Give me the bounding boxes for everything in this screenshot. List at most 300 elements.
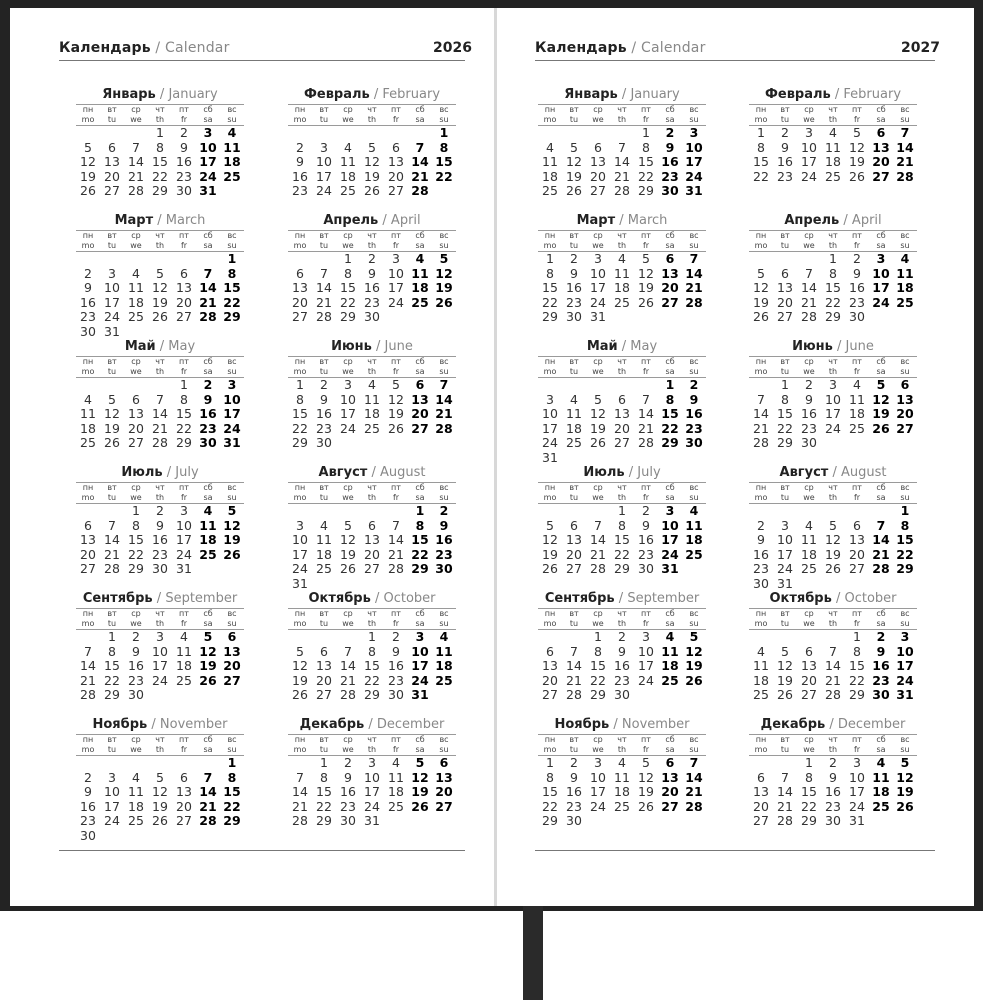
day-cell: 20 bbox=[364, 546, 380, 562]
day-cell: 10 bbox=[801, 139, 817, 155]
weekday-label-en: tu bbox=[780, 115, 790, 124]
month-title: Июнь / June bbox=[331, 339, 413, 354]
month-name-ru: Июнь bbox=[792, 339, 833, 354]
day-cell: 12 bbox=[777, 658, 793, 673]
day-cell: 22 bbox=[223, 294, 241, 310]
day-cell: 13 bbox=[849, 532, 865, 547]
day-cell: 23 bbox=[638, 546, 654, 562]
day-cell: 16 bbox=[80, 294, 96, 310]
day-cell: 26 bbox=[590, 435, 606, 450]
day-cell: 5 bbox=[415, 755, 425, 770]
month-name-ru: Октябрь bbox=[308, 591, 371, 606]
day-cell: 21 bbox=[825, 672, 841, 688]
day-cell: 1 bbox=[439, 125, 449, 140]
day-cell: 11 bbox=[388, 769, 404, 785]
weekday-label-en: su bbox=[439, 115, 449, 124]
day-cell: 18 bbox=[128, 798, 144, 814]
month-name-en: August bbox=[840, 465, 887, 480]
day-cell: 20 bbox=[316, 672, 332, 688]
weekday-label-ru: вт bbox=[780, 105, 790, 114]
day-cell: 20 bbox=[849, 546, 865, 562]
month-title: Апрель / April bbox=[784, 213, 882, 228]
weekday-header bbox=[749, 104, 917, 126]
day-cell: 16 bbox=[316, 406, 332, 421]
weekday-label-ru: сб bbox=[415, 231, 425, 240]
day-cell: 19 bbox=[849, 154, 865, 169]
day-cell: 4 bbox=[618, 251, 626, 266]
day-cell: 21 bbox=[199, 294, 217, 310]
day-cell: 28 bbox=[80, 687, 96, 702]
day-cell: 25 bbox=[411, 294, 429, 310]
weekday-label-ru: сб bbox=[665, 609, 675, 618]
day-cell: 7 bbox=[876, 517, 886, 533]
day-cell: 2 bbox=[570, 755, 578, 770]
day-cell: 16 bbox=[661, 154, 679, 169]
weekday-header bbox=[288, 356, 456, 378]
day-cell: 9 bbox=[570, 769, 578, 785]
day-cell: 25 bbox=[566, 435, 582, 450]
day-cell: 28 bbox=[199, 813, 217, 828]
day-cell: 29 bbox=[104, 687, 120, 702]
day-cell: 29 bbox=[411, 561, 429, 576]
day-cell: 26 bbox=[777, 687, 793, 702]
month-name-en: October bbox=[383, 591, 436, 606]
day-cell: 29 bbox=[176, 435, 192, 450]
day-cell: 6 bbox=[296, 265, 304, 281]
day-cell: 8 bbox=[781, 391, 789, 407]
day-cell: 12 bbox=[753, 280, 769, 295]
day-cell: 19 bbox=[542, 546, 558, 562]
weekday-label-en: su bbox=[689, 367, 699, 376]
weekday-label-ru: ср bbox=[131, 735, 141, 744]
day-cell: 22 bbox=[542, 294, 558, 310]
day-cell: 19 bbox=[590, 420, 606, 436]
day-cell: 20 bbox=[176, 798, 192, 814]
day-cell: 30 bbox=[199, 435, 217, 450]
day-cell: 2 bbox=[853, 251, 861, 266]
day-cell: 21 bbox=[152, 420, 168, 436]
day-cell: 7 bbox=[757, 391, 765, 407]
weekday-label-ru: вт bbox=[107, 735, 117, 744]
day-cell: 8 bbox=[546, 265, 554, 281]
day-cell: 10 bbox=[896, 643, 914, 659]
weekday-label-en: th bbox=[155, 493, 165, 502]
weekday-label-ru: чт bbox=[828, 735, 838, 744]
day-cell: 3 bbox=[546, 391, 554, 407]
weekday-label-ru: ср bbox=[593, 735, 603, 744]
day-cell: 12 bbox=[590, 406, 606, 421]
day-cell: 25 bbox=[849, 420, 865, 436]
day-cell: 24 bbox=[104, 309, 120, 324]
day-cell: 24 bbox=[104, 813, 120, 828]
weekday-label-ru: сб bbox=[876, 231, 886, 240]
day-cell: 4 bbox=[368, 377, 376, 392]
day-cell: 15 bbox=[292, 406, 308, 421]
day-cell: 17 bbox=[340, 406, 356, 421]
weekday-label-en: th bbox=[617, 619, 627, 628]
day-cell: 6 bbox=[546, 643, 554, 659]
weekday-label-en: fr bbox=[392, 241, 400, 250]
day-cell: 12 bbox=[638, 769, 654, 785]
day-cell: 12 bbox=[849, 139, 865, 155]
weekday-label-ru: чт bbox=[155, 735, 165, 744]
weekday-label-en: su bbox=[439, 493, 449, 502]
day-cell: 18 bbox=[542, 168, 558, 184]
weekday-label-en: tu bbox=[107, 493, 117, 502]
weekday-label-ru: вс bbox=[689, 735, 699, 744]
day-grid bbox=[76, 756, 244, 843]
weekday-label-en: we bbox=[592, 115, 604, 124]
day-cell: 9 bbox=[829, 769, 837, 785]
weekday-label-en: tu bbox=[107, 115, 117, 124]
month-name-en: January bbox=[630, 87, 680, 102]
day-cell: 21 bbox=[566, 672, 582, 688]
year-label: 2027 bbox=[901, 40, 940, 56]
month-title: Июнь / June bbox=[792, 339, 874, 354]
weekday-label-ru: сб bbox=[203, 357, 213, 366]
weekday-label-en: su bbox=[227, 493, 237, 502]
day-cell: 18 bbox=[388, 784, 404, 799]
day-cell: 27 bbox=[614, 435, 630, 450]
weekday-label-ru: пт bbox=[852, 105, 862, 114]
day-cell: 20 bbox=[435, 784, 453, 799]
day-cell: 14 bbox=[872, 532, 890, 547]
day-cell: 19 bbox=[388, 406, 404, 421]
weekday-label-ru: вт bbox=[319, 483, 329, 492]
weekday-label-ru: пн bbox=[294, 105, 306, 114]
weekday-label-en: mo bbox=[754, 619, 768, 628]
weekday-label-ru: ср bbox=[804, 357, 814, 366]
month-name-ru: Август bbox=[779, 465, 829, 480]
day-cell: 31 bbox=[661, 561, 679, 576]
month-block bbox=[749, 86, 917, 184]
day-cell: 27 bbox=[849, 561, 865, 576]
weekday-label-ru: пн bbox=[544, 483, 556, 492]
day-cell: 16 bbox=[849, 280, 865, 295]
day-cell: 7 bbox=[618, 139, 626, 155]
day-cell: 28 bbox=[199, 309, 217, 324]
weekday-label-ru: пт bbox=[179, 105, 189, 114]
day-cell: 18 bbox=[661, 658, 679, 673]
day-cell: 25 bbox=[128, 309, 144, 324]
day-cell: 14 bbox=[316, 280, 332, 295]
weekday-label-en: mo bbox=[293, 115, 307, 124]
day-cell: 4 bbox=[132, 265, 140, 281]
weekday-label-en: sa bbox=[415, 619, 425, 628]
weekday-label-en: th bbox=[367, 493, 377, 502]
day-cell: 29 bbox=[801, 813, 817, 828]
month-name-en: February bbox=[382, 87, 441, 102]
weekday-label-ru: вс bbox=[227, 357, 237, 366]
year-label: 2026 bbox=[433, 40, 472, 56]
weekday-label-ru: пн bbox=[294, 357, 306, 366]
day-cell: 24 bbox=[801, 168, 817, 184]
weekday-label-ru: пт bbox=[391, 609, 401, 618]
day-cell: 17 bbox=[176, 532, 192, 547]
day-cell: 27 bbox=[661, 798, 679, 814]
day-cell: 22 bbox=[614, 546, 630, 562]
day-cell: 13 bbox=[435, 769, 453, 785]
day-cell: 16 bbox=[128, 658, 144, 673]
day-cell: 21 bbox=[340, 672, 356, 688]
day-grid bbox=[538, 252, 706, 325]
weekday-label-ru: вс bbox=[689, 609, 699, 618]
day-cell: 27 bbox=[176, 309, 192, 324]
day-cell: 17 bbox=[199, 154, 217, 169]
weekday-label-ru: чт bbox=[367, 735, 377, 744]
month-block bbox=[749, 590, 917, 703]
day-cell: 14 bbox=[435, 391, 453, 407]
weekday-label-en: su bbox=[227, 241, 237, 250]
header-title-en: Calendar bbox=[640, 40, 706, 56]
weekday-label-en: tu bbox=[780, 367, 790, 376]
day-cell: 25 bbox=[80, 435, 96, 450]
day-cell: 16 bbox=[825, 784, 841, 799]
day-cell: 14 bbox=[566, 658, 582, 673]
day-cell: 28 bbox=[388, 561, 404, 576]
weekday-header bbox=[749, 230, 917, 252]
day-cell: 24 bbox=[849, 798, 865, 814]
day-cell: 24 bbox=[777, 561, 793, 576]
day-cell: 16 bbox=[364, 280, 380, 295]
day-cell: 8 bbox=[439, 139, 449, 155]
day-cell: 27 bbox=[80, 561, 96, 576]
month-title: Март / March bbox=[576, 213, 668, 228]
day-cell: 13 bbox=[223, 643, 241, 659]
day-cell: 22 bbox=[590, 672, 606, 688]
day-cell: 30 bbox=[753, 575, 769, 591]
day-cell: 1 bbox=[415, 503, 425, 518]
day-cell: 4 bbox=[203, 503, 213, 518]
month-block bbox=[76, 716, 244, 843]
weekday-label-en: we bbox=[592, 493, 604, 502]
weekday-label-ru: сб bbox=[665, 357, 675, 366]
day-cell: 15 bbox=[661, 406, 679, 421]
weekday-label-en: mo bbox=[293, 745, 307, 754]
day-cell: 21 bbox=[104, 546, 120, 562]
month-name-ru: Июль bbox=[583, 465, 625, 480]
day-cell: 2 bbox=[84, 769, 92, 785]
weekday-label-ru: чт bbox=[617, 483, 627, 492]
day-cell: 14 bbox=[199, 784, 217, 799]
day-cell: 24 bbox=[223, 420, 241, 436]
day-cell: 23 bbox=[825, 798, 841, 814]
day-cell: 3 bbox=[227, 377, 237, 392]
day-cell: 20 bbox=[753, 798, 769, 814]
day-cell: 2 bbox=[665, 125, 675, 140]
weekday-label-ru: вт bbox=[107, 105, 117, 114]
day-cell: 17 bbox=[777, 546, 793, 562]
day-cell: 3 bbox=[344, 377, 352, 392]
weekday-label-en: su bbox=[900, 241, 910, 250]
weekday-label-ru: ср bbox=[804, 609, 814, 618]
day-cell: 26 bbox=[849, 168, 865, 184]
weekday-label-ru: чт bbox=[828, 357, 838, 366]
day-cell: 27 bbox=[590, 183, 606, 198]
weekday-label-en: sa bbox=[665, 241, 675, 250]
day-cell: 30 bbox=[614, 687, 630, 702]
day-cell: 5 bbox=[689, 629, 699, 644]
weekday-header bbox=[76, 482, 244, 504]
day-cell: 19 bbox=[685, 658, 703, 673]
month-name-ru: Январь bbox=[102, 87, 156, 102]
day-cell: 17 bbox=[661, 532, 679, 547]
day-cell: 31 bbox=[896, 687, 914, 702]
day-cell: 3 bbox=[108, 769, 116, 785]
day-cell: 5 bbox=[156, 769, 164, 785]
day-cell: 26 bbox=[152, 813, 168, 828]
weekday-label-ru: пт bbox=[391, 231, 401, 240]
month-name-ru: Март bbox=[114, 213, 154, 228]
day-cell: 1 bbox=[108, 629, 116, 644]
day-cell: 24 bbox=[590, 294, 606, 310]
weekday-label-ru: сб bbox=[876, 609, 886, 618]
weekday-label-en: fr bbox=[642, 619, 650, 628]
day-cell: 23 bbox=[872, 672, 890, 688]
month-block bbox=[538, 590, 706, 703]
day-cell: 7 bbox=[84, 643, 92, 659]
weekday-label-ru: вт bbox=[569, 231, 579, 240]
weekday-label-en: th bbox=[617, 745, 627, 754]
day-cell: 25 bbox=[435, 672, 453, 688]
day-cell: 16 bbox=[388, 658, 404, 673]
day-cell: 3 bbox=[594, 755, 602, 770]
day-cell: 21 bbox=[638, 420, 654, 436]
day-cell: 29 bbox=[223, 309, 241, 324]
weekday-label-en: fr bbox=[392, 367, 400, 376]
day-cell: 4 bbox=[805, 517, 813, 533]
weekday-label-en: we bbox=[342, 745, 354, 754]
day-cell: 28 bbox=[614, 183, 630, 198]
day-cell: 30 bbox=[176, 183, 192, 198]
month-block bbox=[538, 464, 706, 577]
weekday-label-en: th bbox=[367, 367, 377, 376]
day-cell: 18 bbox=[566, 420, 582, 436]
day-grid bbox=[538, 756, 706, 829]
weekday-label-en: su bbox=[689, 745, 699, 754]
day-cell: 11 bbox=[614, 769, 630, 785]
weekday-label-en: tu bbox=[319, 367, 329, 376]
day-cell: 26 bbox=[340, 561, 356, 576]
weekday-label-en: mo bbox=[543, 115, 557, 124]
day-cell: 6 bbox=[392, 139, 400, 155]
day-cell: 25 bbox=[801, 561, 817, 576]
day-cell: 25 bbox=[340, 183, 356, 198]
weekday-header bbox=[288, 734, 456, 756]
day-cell: 22 bbox=[661, 420, 679, 436]
day-cell: 5 bbox=[296, 643, 304, 659]
day-cell: 18 bbox=[435, 658, 453, 673]
day-cell: 24 bbox=[411, 672, 429, 688]
day-cell: 21 bbox=[614, 168, 630, 184]
month-name-en: October bbox=[844, 591, 897, 606]
day-cell: 20 bbox=[614, 420, 630, 436]
bookmark-ribbon bbox=[523, 906, 543, 1000]
day-cell: 24 bbox=[152, 672, 168, 688]
weekday-label-ru: пт bbox=[852, 357, 862, 366]
day-cell: 5 bbox=[439, 251, 449, 266]
day-cell: 29 bbox=[777, 435, 793, 450]
day-cell: 31 bbox=[777, 575, 793, 591]
day-cell: 26 bbox=[685, 672, 703, 688]
month-block bbox=[288, 212, 456, 325]
weekday-label-ru: пт bbox=[391, 357, 401, 366]
day-cell: 17 bbox=[364, 784, 380, 799]
day-cell: 30 bbox=[661, 183, 679, 198]
day-cell: 6 bbox=[665, 251, 675, 266]
day-cell: 28 bbox=[872, 561, 890, 576]
weekday-label-en: tu bbox=[319, 241, 329, 250]
day-cell: 9 bbox=[853, 265, 861, 281]
day-cell: 8 bbox=[594, 643, 602, 659]
day-cell: 17 bbox=[801, 154, 817, 169]
weekday-label-ru: пн bbox=[544, 357, 556, 366]
weekday-label-ru: сб bbox=[203, 609, 213, 618]
day-grid bbox=[288, 252, 456, 325]
day-cell: 27 bbox=[661, 294, 679, 310]
day-cell: 16 bbox=[685, 406, 703, 421]
day-cell: 29 bbox=[128, 561, 144, 576]
day-cell: 14 bbox=[128, 154, 144, 169]
day-cell: 21 bbox=[388, 546, 404, 562]
weekday-label-en: th bbox=[617, 115, 627, 124]
day-cell: 4 bbox=[900, 251, 910, 266]
day-cell: 5 bbox=[392, 377, 400, 392]
day-cell: 16 bbox=[435, 532, 453, 547]
weekday-label-ru: пт bbox=[852, 609, 862, 618]
weekday-label-en: we bbox=[592, 619, 604, 628]
day-cell: 14 bbox=[685, 769, 703, 785]
day-cell: 25 bbox=[753, 687, 769, 702]
weekday-label-ru: пт bbox=[641, 483, 651, 492]
day-cell: 15 bbox=[614, 532, 630, 547]
day-cell: 18 bbox=[340, 168, 356, 184]
day-cell: 26 bbox=[199, 672, 217, 688]
weekday-header bbox=[538, 482, 706, 504]
day-cell: 8 bbox=[368, 643, 376, 659]
month-name-en: September bbox=[627, 591, 700, 606]
month-title: Октябрь / October bbox=[308, 591, 436, 606]
day-cell: 23 bbox=[849, 294, 865, 310]
day-cell: 23 bbox=[152, 546, 168, 562]
day-cell: 10 bbox=[638, 643, 654, 659]
weekday-label-en: fr bbox=[392, 493, 400, 502]
day-cell: 6 bbox=[757, 769, 765, 785]
weekday-label-ru: пт bbox=[179, 735, 189, 744]
day-cell: 3 bbox=[108, 265, 116, 281]
day-cell: 10 bbox=[364, 769, 380, 785]
day-cell: 6 bbox=[439, 755, 449, 770]
weekday-label-en: th bbox=[617, 493, 627, 502]
weekday-header bbox=[76, 104, 244, 126]
day-cell: 23 bbox=[753, 561, 769, 576]
weekday-label-en: th bbox=[617, 241, 627, 250]
day-cell: 1 bbox=[546, 251, 554, 266]
day-cell: 14 bbox=[590, 532, 606, 547]
day-cell: 30 bbox=[80, 827, 96, 843]
day-cell: 3 bbox=[180, 503, 188, 518]
day-cell: 12 bbox=[896, 769, 914, 785]
weekday-label-ru: сб bbox=[876, 105, 886, 114]
day-cell: 12 bbox=[685, 643, 703, 659]
day-cell: 28 bbox=[104, 561, 120, 576]
weekday-label-en: we bbox=[342, 619, 354, 628]
weekday-label-en: mo bbox=[543, 619, 557, 628]
day-cell: 2 bbox=[805, 377, 813, 392]
day-cell: 5 bbox=[344, 517, 352, 533]
day-cell: 10 bbox=[661, 517, 679, 533]
day-cell: 24 bbox=[685, 168, 703, 184]
